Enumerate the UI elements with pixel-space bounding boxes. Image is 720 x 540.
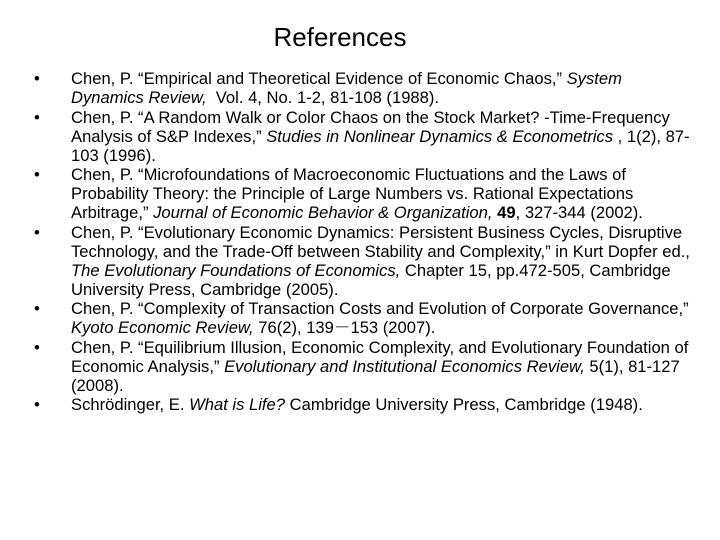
bullet-icon: •	[34, 299, 40, 318]
reference-author: Chen, P.	[71, 299, 139, 318]
reference-item	[34, 338, 694, 395]
reference-author: Chen, P.	[71, 107, 139, 127]
reference-venue: Journal of Economic Behavior & Organization,	[153, 203, 493, 222]
reference-venue: Evolutionary and Institutional Economics Review,	[224, 356, 585, 376]
reference-item	[34, 165, 694, 222]
bullet-icon: •	[34, 165, 40, 184]
reference-author: Chen, P.	[71, 69, 139, 88]
reference-details: , 327-344 (2002).	[515, 203, 643, 222]
bullet-icon: •	[34, 69, 40, 88]
reference-details: Vol. 4, No. 1-2, 81-108 (1988).	[206, 88, 440, 107]
reference-title: “Empirical and Theoretical Evidence of Economic Chaos,”	[138, 69, 567, 88]
reference-item	[34, 299, 694, 337]
reference-author: Chen, P.	[71, 337, 139, 357]
reference-title: “Complexity of Transaction Costs and Evolution of Corporate Governance,”	[138, 299, 689, 318]
reference-title: “Evolutionary Economic Dynamics: Persistent Business Cycles, Disruptive Technology, and the Trade-Off between Stability and Complexity,” in Kurt Dopfer ed.,	[71, 222, 690, 261]
reference-author: Chen, P.	[71, 222, 139, 242]
reference-details: Chapter 15, pp.472-505, Cambridge University Press, Cambridge (2005).	[71, 260, 671, 299]
reference-author: Chen, P.	[71, 165, 139, 184]
reference-title: “A Random Walk or Color Chaos on the Stock Market? -Time-Frequency Analysis of S&P Indexes,”	[71, 107, 670, 146]
bullet-icon: •	[34, 395, 40, 414]
reference-venue: The Evolutionary Foundations of Economics,	[71, 260, 401, 280]
reference-details: 76(2), 139－153 (2007).	[253, 318, 436, 337]
reference-venue: Kyoto Economic Review,	[71, 318, 254, 337]
reference-item	[34, 108, 694, 165]
reference-item	[34, 395, 694, 414]
reference-title: “Microfoundations of Macroeconomic Fluctuations and the Laws of Probability Theory: the Principle of Large Numbers vs. Rational Expectations Arbitrage,”	[71, 165, 634, 222]
reference-title: “Equilibrium Illusion, Economic Complexity, and Evolutionary Foundation of Economic Analysis,”	[71, 337, 689, 376]
reference-venue: System Dynamics Review,	[71, 69, 622, 107]
reference-details: Cambridge University Press, Cambridge (1948).	[285, 395, 643, 414]
reference-details: 5(1), 81-127 (2008).	[71, 356, 680, 395]
page-title: References	[273, 22, 407, 52]
bullet-icon: •	[34, 222, 40, 242]
reference-volume: 49	[497, 203, 516, 222]
reference-details: , 1(2), 87-103 (1996).	[71, 126, 690, 165]
reference-item	[34, 223, 694, 299]
reference-venue: What is Life?	[189, 395, 285, 414]
reference-author: Schrödinger, E.	[71, 395, 190, 414]
reference-item	[34, 69, 694, 107]
bullet-icon: •	[34, 337, 40, 357]
bullet-icon: •	[34, 107, 40, 127]
reference-list	[34, 69, 694, 414]
reference-venue: Studies in Nonlinear Dynamics & Econometrics	[266, 126, 614, 146]
